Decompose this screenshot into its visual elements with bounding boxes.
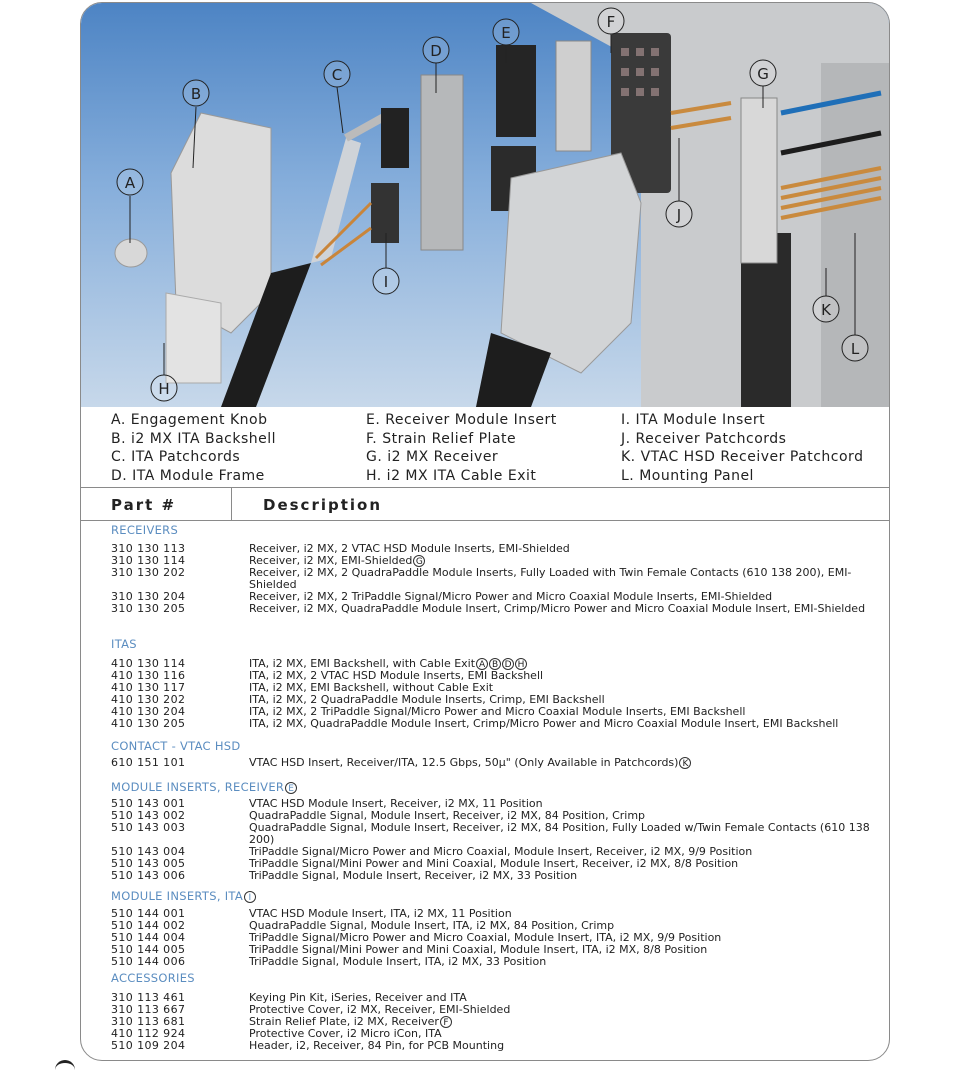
part-description-text: VTAC HSD Module Insert, Receiver, i2 MX, 11 Position: [249, 797, 543, 810]
section-title-text: MODULE INSERTS, RECEIVER: [111, 780, 285, 794]
section-title: [111, 889, 256, 903]
legend-item: E. Receiver Module Insert: [366, 412, 557, 428]
part-description-text: TriPaddle Signal/Mini Power and Mini Coaxial, Module Insert, ITA, i2 MX, 8/8 Position: [249, 943, 708, 956]
part-description: [249, 870, 879, 882]
section-title-text: ITAS: [111, 637, 137, 651]
part-description: [249, 757, 879, 769]
section-title-text: ACCESSORIES: [111, 971, 195, 985]
part-description-text: TriPaddle Signal/Micro Power and Micro Coaxial, Module Insert, ITA, i2 MX, 9/9 Position: [249, 931, 722, 944]
part-number: 510 144 001: [111, 907, 186, 920]
legend-item: I. ITA Module Insert: [621, 412, 766, 428]
part-number-header: Part #: [111, 496, 177, 514]
callout-reference-badge: F: [440, 1016, 452, 1028]
callout-reference-badge: A: [476, 658, 488, 670]
part-number: 310 113 667: [111, 1003, 186, 1016]
table-header: [81, 488, 890, 521]
part-number: 510 143 004: [111, 845, 186, 858]
legend-column-1: [111, 411, 276, 485]
part-description-text: Receiver, i2 MX, EMI-Shielded: [249, 554, 413, 567]
callout-reference-badge: D: [502, 658, 514, 670]
legend-item: K. VTAC HSD Receiver Patchcord: [621, 449, 864, 465]
section-title: [111, 971, 195, 985]
part-description-text: VTAC HSD Insert, Receiver/ITA, 12.5 Gbps, 50µ" (Only Available in Patchcords): [249, 756, 679, 769]
callout-g: G: [757, 65, 769, 83]
part-description-text: QuadraPaddle Signal, Module Insert, Receiver, i2 MX, 84 Position, Crimp: [249, 809, 646, 822]
callout-d: D: [430, 42, 442, 60]
plate-holes: [621, 48, 659, 96]
catalog-card: [80, 2, 890, 1061]
callout-j: J: [676, 206, 682, 224]
section-title: [111, 523, 178, 537]
legend-item: G. i2 MX Receiver: [366, 449, 499, 465]
module-frame-shape: [421, 75, 463, 250]
part-number: 510 143 002: [111, 809, 186, 822]
part-number: 510 144 004: [111, 931, 186, 944]
part-number: 510 109 204: [111, 1039, 186, 1052]
part-description-text: ITA, i2 MX, EMI Backshell, without Cable Exit: [249, 681, 494, 694]
part-description: [249, 956, 879, 968]
part-description-text: Receiver, i2 MX, 2 TriPaddle Signal/Micro Power and Micro Coaxial Module Inserts, EMI-Shielded: [249, 590, 773, 603]
part-description-text: ITA, i2 MX, QuadraPaddle Module Insert, Crimp/Micro Power and Micro Coaxial Module Insert, EMI Backshell: [249, 717, 839, 730]
part-description-text: Header, i2, Receiver, 84 Pin, for PCB Mounting: [249, 1039, 505, 1052]
part-number: 310 130 114: [111, 554, 186, 567]
part-number: 410 130 117: [111, 681, 186, 694]
part-number: 510 144 002: [111, 919, 186, 932]
legend-item: B. i2 MX ITA Backshell: [111, 430, 277, 447]
part-description-text: TriPaddle Signal/Mini Power and Mini Coaxial, Module Insert, Receiver, i2 MX, 8/8 Position: [249, 857, 739, 870]
cable-exit-shape: [166, 293, 221, 383]
part-description-text: Strain Relief Plate, i2 MX, Receiver: [249, 1015, 439, 1028]
callout-reference-badge: G: [413, 555, 425, 567]
knob-shape: [115, 239, 147, 267]
part-description-text: QuadraPaddle Signal, Module Insert, ITA, i2 MX, 84 Position, Crimp: [249, 919, 615, 932]
part-number: 310 113 461: [111, 991, 186, 1004]
part-number: 310 130 202: [111, 566, 186, 579]
receiver-insert-1: [496, 45, 536, 137]
part-number: 410 130 116: [111, 669, 186, 682]
part-number: 310 130 204: [111, 590, 186, 603]
part-description: [249, 1040, 879, 1052]
legend-column-2: [366, 411, 557, 485]
legend-item: J. Receiver Patchcords: [621, 430, 787, 447]
callout-reference-badge: B: [489, 658, 501, 670]
header-divider: [231, 488, 232, 521]
legend-item: C. ITA Patchcords: [111, 449, 241, 465]
part-description-text: ITA, i2 MX, 2 VTAC HSD Module Inserts, EMI Backshell: [249, 669, 544, 682]
parts-legend: [81, 407, 890, 487]
part-number: 510 143 001: [111, 797, 186, 810]
part-description-text: Receiver, i2 MX, QuadraPaddle Module Insert, Crimp/Micro Power and Micro Coaxial Module Insert, EMI-Shielded: [249, 602, 866, 615]
part-description: [249, 567, 879, 591]
part-number: 310 130 205: [111, 602, 186, 615]
callout-k: K: [821, 301, 831, 319]
part-number: 310 130 113: [111, 542, 186, 555]
section-callout-badge: E: [285, 782, 297, 794]
part-number: 510 143 003: [111, 821, 186, 834]
section-title: [111, 637, 137, 651]
section-title-text: RECEIVERS: [111, 523, 179, 537]
part-number: 610 151 101: [111, 756, 186, 769]
legend-item: H. i2 MX ITA Cable Exit: [366, 467, 537, 484]
part-number: 410 130 202: [111, 693, 186, 706]
legend-item: D. ITA Module Frame: [111, 467, 265, 484]
legend-column-3: [621, 411, 863, 485]
callout-i: I: [383, 273, 389, 291]
section-callout-badge: I: [244, 891, 256, 903]
legend-item: F. Strain Relief Plate: [366, 430, 517, 447]
part-number: 510 144 005: [111, 943, 186, 956]
connector-i: [371, 183, 399, 243]
part-description-text: Protective Cover, i2 Micro iCon, ITA: [249, 1027, 442, 1040]
callout-l: L: [850, 340, 860, 358]
part-description-text: ITA, i2 MX, 2 QuadraPaddle Module Inserts, Crimp, EMI Backshell: [249, 693, 605, 706]
part-number: 410 130 205: [111, 717, 186, 730]
part-description-text: Protective Cover, i2 MX, Receiver, EMI-Shielded: [249, 1003, 511, 1016]
callout-reference-badge: H: [515, 658, 527, 670]
part-description-text: ITA, i2 MX, EMI Backshell, with Cable Exit: [249, 657, 476, 670]
divider: [81, 520, 890, 521]
page-corner-mark: [55, 1060, 75, 1073]
part-description: [249, 718, 879, 730]
part-number: 310 113 681: [111, 1015, 186, 1028]
connector-c: [381, 108, 409, 168]
part-description-text: TriPaddle Signal/Micro Power and Micro Coaxial, Module Insert, Receiver, i2 MX, 9/9 Position: [249, 845, 753, 858]
part-description: [249, 603, 879, 615]
section-title-text: MODULE INSERTS, ITA: [111, 889, 244, 903]
callout-reference-badge: K: [679, 757, 691, 769]
description-header: Description: [263, 496, 383, 514]
part-number: 410 130 114: [111, 657, 186, 670]
part-number: 410 130 204: [111, 705, 186, 718]
illustration-svg: [81, 3, 890, 407]
part-description-text: VTAC HSD Module Insert, ITA, i2 MX, 11 Position: [249, 907, 512, 920]
callout-e: E: [501, 24, 511, 42]
part-description-text: QuadraPaddle Signal, Module Insert, Receiver, i2 MX, 84 Position, Fully Loaded w/Twin Female Contacts (610 138 200): [249, 821, 870, 846]
callout-f: F: [606, 13, 616, 31]
part-number: 510 144 006: [111, 955, 186, 968]
ribbon-shape: [311, 138, 361, 263]
section-title: [111, 739, 241, 753]
legend-item: L. Mounting Panel: [621, 467, 754, 484]
part-description-text: Receiver, i2 MX, 2 QuadraPaddle Module Inserts, Fully Loaded with Twin Female Contacts (610 138 200), EMI-Shielded: [249, 566, 852, 591]
section-title: [111, 780, 297, 794]
callout-h: H: [158, 380, 170, 398]
legend-item: A. Engagement Knob: [111, 412, 268, 428]
receiver-body: [556, 41, 591, 151]
callout-a: A: [124, 174, 136, 192]
part-number: 510 143 006: [111, 869, 186, 882]
part-number: 410 112 924: [111, 1027, 186, 1040]
callout-c: C: [331, 66, 343, 84]
section-title-text: CONTACT - VTAC HSD: [111, 739, 241, 753]
part-description-text: ITA, i2 MX, 2 TriPaddle Signal/Micro Power and Micro Coaxial Module Inserts, EMI Backshell: [249, 705, 746, 718]
product-illustration: [81, 3, 890, 407]
mx-receiver: [741, 98, 777, 263]
part-description: [249, 822, 879, 846]
part-description-text: Keying Pin Kit, iSeries, Receiver and ITA: [249, 991, 467, 1004]
callout-b: B: [190, 85, 202, 103]
part-number: 510 143 005: [111, 857, 186, 870]
ita-hood: [501, 153, 641, 373]
part-description-text: TriPaddle Signal, Module Insert, ITA, i2 MX, 33 Position: [249, 955, 547, 968]
part-description-text: Receiver, i2 MX, 2 VTAC HSD Module Inserts, EMI-Shielded: [249, 542, 570, 555]
part-description-text: TriPaddle Signal, Module Insert, Receiver, i2 MX, 33 Position: [249, 869, 578, 882]
